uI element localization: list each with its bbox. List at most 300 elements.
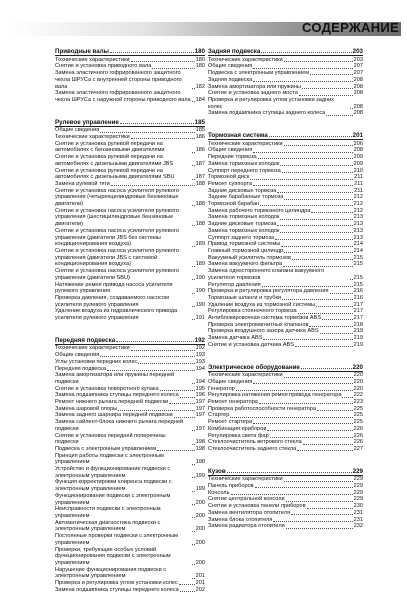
entry-title: Замена рабочего тормозного цилиндра xyxy=(208,207,311,214)
toc-entry[interactable] xyxy=(208,154,363,161)
entry-title: Генератор xyxy=(208,385,235,392)
dot-leader xyxy=(253,68,352,69)
dot-leader xyxy=(350,108,353,109)
toc-entry[interactable] xyxy=(55,453,205,466)
toc-entry[interactable] xyxy=(208,174,363,181)
entry-page-number: 194 xyxy=(195,378,205,385)
dot-leader xyxy=(284,481,353,482)
entry-page-number: 225 xyxy=(353,405,363,412)
entry-page-number: 225 xyxy=(353,412,363,419)
entry-page-number: 231 xyxy=(353,516,363,523)
entry-title: Замена рулевой тяги xyxy=(55,180,110,187)
dot-leader xyxy=(107,370,195,371)
section-heading[interactable] xyxy=(208,48,363,56)
section-title: Задняя подвеска xyxy=(208,48,261,55)
entry-page-number: 217 xyxy=(353,308,363,315)
entry-page-number: 198 xyxy=(195,445,205,452)
entry-title: Автоматическая диагностика подвески с электронным управлением xyxy=(55,519,161,533)
entry-page-number: 192 xyxy=(195,345,205,352)
entry-page-number: 185 xyxy=(195,127,205,134)
toc-right-column xyxy=(208,48,363,534)
dot-leader xyxy=(281,246,352,247)
toc-entry[interactable] xyxy=(208,248,363,255)
entry-title: Снятие и установка насоса усилителя рулевого управления (двигатели SBU) xyxy=(55,268,179,281)
dot-leader xyxy=(267,430,352,431)
entry-title: Замена вентилятора отопителя xyxy=(208,509,291,516)
entry-title: Удаление воздуха из тормозной системы xyxy=(208,301,316,308)
toc-entry[interactable] xyxy=(55,70,205,90)
dot-leader xyxy=(192,444,195,445)
entry-page-number: 180 xyxy=(195,56,205,63)
entry-title: Проверка давления, создаваемого насосом усилителя рулевого управления xyxy=(55,294,169,308)
toc-entry[interactable] xyxy=(208,161,363,168)
page-title: СОДЕРЖАНИЕ xyxy=(302,20,399,35)
toc-entry[interactable] xyxy=(208,84,363,91)
entry-page-number: 214 xyxy=(353,241,363,248)
toc-entry[interactable] xyxy=(55,57,205,64)
entry-title: Тормозной барабан xyxy=(208,201,260,208)
toc-entry[interactable] xyxy=(55,188,205,208)
dot-leader xyxy=(192,430,195,431)
entry-page-number: 222 xyxy=(353,392,363,399)
dot-leader xyxy=(284,145,353,146)
entry-title: Антиблокировочная система тормозов ABS xyxy=(208,315,322,322)
section-spacer xyxy=(208,457,363,468)
entry-page-number: 211 xyxy=(354,174,363,181)
entry-page-number: 216 xyxy=(353,288,363,295)
entry-page-number: 229 xyxy=(353,483,363,490)
entry-page-number: 212 xyxy=(353,207,363,214)
section-page-number: 180 xyxy=(194,48,205,55)
toc-entry[interactable] xyxy=(208,315,363,322)
toc-entry[interactable] xyxy=(55,587,205,594)
dot-leader xyxy=(192,101,195,102)
section-title: Тормозная система xyxy=(208,132,268,140)
dot-leader xyxy=(118,410,195,411)
toc-entry[interactable] xyxy=(208,90,363,97)
dot-leader xyxy=(283,266,353,267)
entry-title: Технические характеристики xyxy=(55,134,130,141)
dot-leader xyxy=(270,437,353,438)
entry-title: Снятие и установка датчика ABS xyxy=(208,341,295,348)
toc-entry[interactable] xyxy=(208,392,363,399)
entry-title: Вакуумный усилитель тормозов xyxy=(208,254,291,261)
dot-leader xyxy=(192,88,195,89)
entry-title: Замена подшипника ступицы переднего колеса xyxy=(55,586,179,593)
dot-leader xyxy=(302,88,353,89)
entry-page-number: 223 xyxy=(353,399,363,406)
entry-page-number: 220 xyxy=(353,378,363,385)
entry-title: Стеклоочиститель ветрового стекла xyxy=(208,439,302,446)
entry-page-number: 211 xyxy=(354,187,363,194)
toc-entry[interactable] xyxy=(208,517,363,524)
toc-entry[interactable] xyxy=(55,399,205,406)
entry-page-number: 200 xyxy=(195,499,205,506)
entry-title: Суппорт переднего тормоза xyxy=(208,167,281,174)
toc-entry[interactable] xyxy=(55,359,205,366)
toc-entry[interactable] xyxy=(55,248,205,268)
section-heading[interactable] xyxy=(208,364,363,372)
entry-title: Снятие и установка передней поперечины подвески xyxy=(55,432,166,446)
dot-leader xyxy=(282,299,353,300)
toc-entry[interactable] xyxy=(208,188,363,195)
toc-entry[interactable] xyxy=(208,208,363,215)
entry-page-number: 200 xyxy=(195,526,205,533)
dot-leader xyxy=(295,346,353,347)
toc-entry[interactable] xyxy=(208,412,363,419)
entry-page-number: 215 xyxy=(353,274,363,281)
dot-leader xyxy=(192,491,195,492)
section-page-number: 201 xyxy=(352,132,363,140)
section-title: Передняя подвеска xyxy=(55,336,116,344)
toc-entry[interactable] xyxy=(55,547,205,567)
entry-title: Замена подшипника ступицы заднего колеса xyxy=(208,110,326,117)
entry-page-number: 226 xyxy=(353,439,363,446)
dot-leader xyxy=(192,578,195,579)
entry-page-number: 209 xyxy=(353,154,363,161)
entry-page-number: 202 xyxy=(195,586,205,593)
dot-leader xyxy=(311,212,352,213)
section-heading[interactable] xyxy=(55,337,205,345)
toc-entry[interactable] xyxy=(55,352,205,359)
dot-leader xyxy=(253,81,352,82)
toc-entry[interactable] xyxy=(208,261,363,268)
toc-entry[interactable] xyxy=(55,228,205,248)
entry-title: Задние дисковые тормоза xyxy=(208,187,277,194)
dot-leader xyxy=(131,350,195,351)
dot-leader xyxy=(342,397,352,398)
toc-entry[interactable] xyxy=(208,406,363,413)
section-spacer xyxy=(208,121,363,132)
entry-page-number: 190 xyxy=(195,288,205,295)
toc-entry[interactable] xyxy=(208,57,363,64)
entry-page-number: 219 xyxy=(353,341,363,348)
entry-title: Проверки, требующие особых условий функционирования подвески с электронным управлением xyxy=(55,546,171,566)
dot-leader xyxy=(258,158,353,159)
dot-leader xyxy=(100,132,194,133)
dot-leader xyxy=(253,185,353,186)
toc-entry[interactable] xyxy=(208,342,363,349)
section-heading[interactable] xyxy=(55,48,205,56)
dot-leader xyxy=(192,306,195,307)
entry-title: Технические характеристики xyxy=(208,476,283,483)
entry-title: Удаление воздуха из гидравлического привода усилителя рулевого управления xyxy=(55,308,178,322)
entry-title: Снятие и установка рулевой передачи на автомобилях с дизельными двигателями JBS xyxy=(55,154,174,167)
entry-title: Снятие и установка приводного вала xyxy=(55,63,152,70)
entry-page-number: 188 xyxy=(195,201,205,208)
toc-entry[interactable] xyxy=(208,510,363,517)
toc-entry[interactable] xyxy=(208,322,363,329)
entry-page-number: 195 xyxy=(195,385,205,392)
entry-page-number: 189 xyxy=(195,241,205,248)
entry-title: Замена эластичного гофрированного защитного чехла ШРУСа с наружной стороны приводного вала xyxy=(55,90,191,103)
entry-title: Замена подшипника ступицы переднего колеса xyxy=(55,392,179,399)
entry-page-number: 207 xyxy=(353,70,363,77)
toc-entry[interactable] xyxy=(55,580,205,587)
entry-page-number: 197 xyxy=(195,425,205,432)
entry-title: Замена заднего шарнира передней подвески xyxy=(55,412,173,419)
toc-entry[interactable] xyxy=(208,503,363,510)
toc-entry[interactable] xyxy=(208,372,363,379)
toc-entry[interactable] xyxy=(55,520,205,533)
toc-section xyxy=(208,48,363,117)
entry-title: Тормозные шланги и трубки xyxy=(208,294,282,301)
dot-leader xyxy=(322,319,353,320)
entry-title: Снятие и установка панели приборов xyxy=(208,503,306,510)
entry-title: Замена радиатора отопителя xyxy=(208,523,285,530)
toc-entry[interactable] xyxy=(208,110,363,117)
dot-leader xyxy=(280,165,352,166)
entry-title: Ремонт суппорта xyxy=(208,180,253,187)
entry-page-number: 208 xyxy=(353,83,363,90)
dot-leader xyxy=(301,368,352,369)
entry-title: Общие сведения xyxy=(55,127,100,134)
entry-page-number: 209 xyxy=(353,160,363,167)
entry-page-number: 213 xyxy=(353,227,363,234)
entry-page-number: 188 xyxy=(195,180,205,187)
entry-title: Проверка и регулировка углов установки колес xyxy=(55,580,178,587)
dot-leader xyxy=(326,115,352,116)
dot-leader xyxy=(192,531,195,532)
toc-entry[interactable] xyxy=(55,345,205,352)
entry-page-number: 196 xyxy=(195,392,205,399)
toc-entry[interactable] xyxy=(55,533,205,546)
toc-entry[interactable] xyxy=(208,201,363,208)
toc-entry[interactable] xyxy=(208,476,363,483)
toc-entry[interactable] xyxy=(55,308,205,321)
toc-entry[interactable] xyxy=(208,483,363,490)
dot-leader xyxy=(192,179,195,180)
dot-leader xyxy=(192,477,195,478)
toc-entry[interactable] xyxy=(55,154,205,167)
toc-entry[interactable] xyxy=(55,466,205,479)
toc-entry[interactable] xyxy=(55,90,205,103)
dot-leader xyxy=(286,528,353,529)
entry-title: Консоль xyxy=(208,489,230,496)
toc-entry[interactable] xyxy=(208,295,363,302)
dot-leader xyxy=(160,390,195,391)
dot-leader xyxy=(250,179,353,180)
entry-title: Принцип работы подвески с электронным управлением xyxy=(55,452,164,466)
toc-entry[interactable] xyxy=(55,168,205,181)
dot-leader xyxy=(320,333,353,334)
entry-title: Привод тормозной системы xyxy=(208,241,281,248)
toc-entry[interactable] xyxy=(208,181,363,188)
entry-page-number: 208 xyxy=(353,147,363,154)
entry-page-number: 186 xyxy=(195,134,205,141)
entry-page-number: 211 xyxy=(354,180,363,187)
toc-entry[interactable] xyxy=(55,295,205,308)
entry-page-number: 197 xyxy=(195,412,205,419)
entry-title: Стеклоочиститель заднего стекла xyxy=(208,445,297,452)
dot-leader xyxy=(253,383,352,384)
entry-title: Неисправности подвески с электронным управлением xyxy=(55,506,161,519)
toc-entry[interactable] xyxy=(208,446,363,453)
entry-title: Технические характеристики xyxy=(55,345,130,352)
dot-leader xyxy=(231,494,353,495)
dot-leader xyxy=(192,266,195,267)
dot-leader xyxy=(192,165,195,166)
entry-title: Задняя подвеска xyxy=(208,76,253,83)
toc-entry[interactable] xyxy=(55,141,205,154)
toc-entry[interactable] xyxy=(208,282,363,289)
toc-entry[interactable] xyxy=(55,208,205,228)
dot-leader xyxy=(275,239,353,240)
entry-title: Снятие и установка рулевой передачи на автомобилях с дизельными двигателями SBU xyxy=(55,167,175,181)
entry-page-number: 219 xyxy=(353,335,363,342)
entry-title: Нарушение функционирования подвески с электронным управлением xyxy=(55,566,167,580)
entry-title: Снятие и установка насоса усилителя рулевого управления (двигатели JBS без системы кондиционирования воздуха) xyxy=(55,227,179,248)
entry-title: Замена вакуумного фильтра xyxy=(208,261,283,268)
toc-entry[interactable] xyxy=(208,63,363,70)
entry-page-number: 188 xyxy=(195,221,205,228)
toc-entry[interactable] xyxy=(208,433,363,440)
toc-entry[interactable] xyxy=(208,141,363,148)
entry-page-number: 193 xyxy=(195,352,205,359)
toc-entry[interactable] xyxy=(208,302,363,309)
dot-leader xyxy=(280,232,352,233)
toc-entry[interactable] xyxy=(55,433,205,446)
toc-entry[interactable] xyxy=(208,379,363,386)
dot-leader xyxy=(192,319,195,320)
dot-leader xyxy=(138,363,194,364)
toc-entry[interactable] xyxy=(208,221,363,228)
section-heading[interactable] xyxy=(208,132,363,140)
entry-page-number: 214 xyxy=(353,247,363,254)
entry-page-number: 190 xyxy=(195,301,205,308)
entry-title: Передняя подвеска xyxy=(55,365,106,372)
toc-entry[interactable] xyxy=(55,181,205,188)
toc-entry[interactable] xyxy=(208,496,363,503)
toc-entry[interactable] xyxy=(208,255,363,262)
dot-leader xyxy=(269,136,352,137)
dot-leader xyxy=(262,286,353,287)
toc-entry[interactable] xyxy=(55,134,205,141)
toc-section xyxy=(55,48,205,104)
toc-entry[interactable] xyxy=(208,328,363,335)
toc-entry[interactable] xyxy=(208,214,363,221)
toc-entry[interactable] xyxy=(55,493,205,506)
dot-leader xyxy=(192,279,195,280)
entry-page-number: 180 xyxy=(195,63,205,70)
toc-entry[interactable] xyxy=(208,228,363,235)
entry-page-number: 231 xyxy=(353,509,363,516)
toc-entry[interactable] xyxy=(208,77,363,84)
dot-leader xyxy=(192,246,195,247)
entry-title: Регулировка стояночного тормоза xyxy=(208,308,297,315)
section-heading[interactable] xyxy=(208,468,363,476)
entry-title: Замена блока отопителя xyxy=(208,516,273,523)
entry-page-number: 197 xyxy=(195,405,205,412)
toc-entry[interactable] xyxy=(55,127,205,134)
entry-page-number: 212 xyxy=(353,194,363,201)
toc-entry[interactable] xyxy=(55,372,205,385)
dot-leader xyxy=(277,192,353,193)
toc-entry[interactable] xyxy=(208,439,363,446)
toc-entry[interactable] xyxy=(208,523,363,530)
toc-entry[interactable] xyxy=(55,567,205,580)
toc-entry[interactable] xyxy=(208,399,363,406)
entry-title: Технические характеристики xyxy=(55,56,130,63)
dot-leader xyxy=(131,138,195,139)
toc-entry[interactable] xyxy=(55,282,205,295)
entry-page-number: 203 xyxy=(353,56,363,63)
entry-title: Стартер xyxy=(208,412,230,419)
dot-leader xyxy=(227,472,352,473)
entry-page-number: 199 xyxy=(195,472,205,479)
entry-title: Снятие и установка насоса усилителя рулевого управления (шестицилиндровые бензиновые двигатели) xyxy=(55,207,179,228)
dot-leader xyxy=(303,444,353,445)
entry-page-number: 182 xyxy=(195,83,205,90)
entry-title: Передние тормоза xyxy=(208,154,257,161)
dot-leader xyxy=(192,225,195,226)
dot-leader xyxy=(192,152,195,153)
entry-title: Комбинация приборов xyxy=(208,425,267,432)
toc-section xyxy=(55,337,205,594)
dot-leader xyxy=(307,508,353,509)
toc-entry[interactable] xyxy=(208,426,363,433)
entry-title: Проверка и регулировка регулятора давления xyxy=(208,288,329,295)
toc-entry[interactable] xyxy=(55,506,205,519)
toc-entry[interactable] xyxy=(55,63,205,70)
toc-entry[interactable] xyxy=(208,308,363,315)
entry-page-number: 198 xyxy=(195,439,205,446)
dot-leader xyxy=(273,521,352,522)
toc-entry[interactable] xyxy=(208,268,363,281)
entry-title: Замена тормозных колодок xyxy=(208,227,280,234)
toc-entry[interactable] xyxy=(208,419,363,426)
toc-left-column xyxy=(55,48,205,597)
entry-page-number: 200 xyxy=(195,513,205,519)
toc-entry[interactable] xyxy=(208,97,363,110)
entry-page-number: 230 xyxy=(353,503,363,510)
entry-page-number: 215 xyxy=(353,261,363,268)
entry-title: Регулировка натяжения ремня привода генератора xyxy=(208,392,342,399)
toc-entry[interactable] xyxy=(55,419,205,432)
entry-page-number: 200 xyxy=(195,559,205,566)
entry-title: Суппорт заднего тормоза xyxy=(208,234,275,241)
entry-title: Замена датчика ABS xyxy=(208,335,263,342)
section-heading[interactable] xyxy=(55,119,205,127)
toc-entry[interactable] xyxy=(55,386,205,393)
entry-title: Регулировка света фар xyxy=(208,432,269,439)
dot-leader xyxy=(110,52,194,53)
toc-entry[interactable] xyxy=(55,268,205,281)
entry-title: Натяжение ремня привода насоса усилителя рулевого управления xyxy=(55,281,173,295)
dot-leader xyxy=(169,403,194,404)
entry-page-number: 225 xyxy=(353,419,363,426)
toc-entry[interactable] xyxy=(208,70,363,77)
entry-page-number: 212 xyxy=(353,201,363,208)
entry-title: Проверка электромагнитных клапанов xyxy=(208,321,309,328)
dot-leader xyxy=(299,95,353,96)
toc-entry[interactable] xyxy=(208,386,363,393)
toc-entry[interactable] xyxy=(208,335,363,342)
entry-page-number: 217 xyxy=(353,301,363,308)
page-header xyxy=(0,0,407,40)
toc-entry[interactable] xyxy=(208,288,363,295)
entry-title: Панель приборов xyxy=(208,483,254,490)
dot-leader xyxy=(179,584,195,585)
entry-title: Подвеска с электронным управлением xyxy=(208,70,310,77)
entry-page-number: 184 xyxy=(195,96,205,103)
toc-entry[interactable] xyxy=(55,479,205,492)
toc-entry[interactable] xyxy=(208,241,363,248)
toc-entry[interactable] xyxy=(208,147,363,154)
section-spacer xyxy=(208,353,363,364)
entry-title: Снятие и установка поворотного кулака xyxy=(55,385,159,392)
toc-entry[interactable] xyxy=(55,446,205,453)
